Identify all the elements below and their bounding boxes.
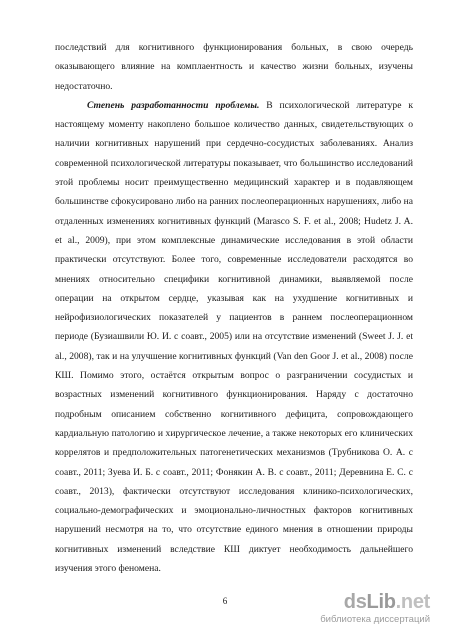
- watermark-caption: библиотека диссертаций: [320, 614, 430, 625]
- watermark-logo-lib: Lib: [366, 591, 396, 613]
- paragraph-continuation: последствий для когнитивного функционирования больных, в свою очередь оказывающего влияние на комплаентность и качество жизни больных, изучены недостаточно.: [55, 42, 413, 92]
- page-number: 6: [222, 596, 228, 606]
- watermark-logo-ds: ds: [343, 591, 367, 613]
- paragraph-body: В психологической литературе к настоящему моменту накоплено большое количество данных, свидетельствующих о наличии когнитивных нарушений при сердечно-сосудистых заболеваниях. Анализ современной психологической литературы показывает, что большинство исследований этой проблемы носит преимущественно медицинский характер и в подавляющем большинстве сфокусировано либо на ранних послеоперационных нарушениях, либо на отдаленных изменениях когнитивных функций (Marasco S. F. et al., 2008; Hudetz J. A. et al., 2009), при этом комплексные динамические исследования в этой области практически отсутствуют. Более того, современные исследователи расходятся во мнениях относительно специфики когнитивной динамики, выявляемой после операции на открытом сердце, указывая как на ухудшение когнитивных и нейрофизиологических показателей у пациентов в раннем послеоперационном периоде (Бузиашвили Ю. И. с соавт., 2005) или на отсутствие изменений (Sweet J. J. et al., 2008), так и на улучшение когнитивных функций (Van den Goor J. et al., 2008) после КШ. Помимо этого, остаётся открытым вопрос о разграничении сосудистых и возрастных изменений когнитивного функционирования. Наряду с достаточно подробным описанием собственно когнитивного дефицита, сопровождающего кардиальную патологию и хирургическое лечение, а также некоторых его клинических коррелятов и предположительных патогенетических механизмов (Трубникова О. А. с соавт., 2011; Зуева И. Б. с соавт., 2011; Фонякин А. В. с соавт., 2011; Деревнина Е. С. с соавт., 2013), фактически отсутствуют исследования клинико-психологических, социально-демографических и эмоционально-личностных факторов когнитивных нарушений несмотря на то, что отсутствие единого мнения в отношении природы когнитивных изменений вследствие КШ диктует необходимость дальнейшего изучения этого феномена.: [55, 99, 414, 575]
- watermark-logo: [344, 591, 430, 614]
- watermark-logo-net: .net: [395, 591, 430, 613]
- body-text: [55, 38, 413, 578]
- paragraph-research-degree: [55, 96, 413, 578]
- watermark: [320, 591, 432, 627]
- paragraph-lead-heading: Степень разработанности проблемы.: [87, 99, 260, 111]
